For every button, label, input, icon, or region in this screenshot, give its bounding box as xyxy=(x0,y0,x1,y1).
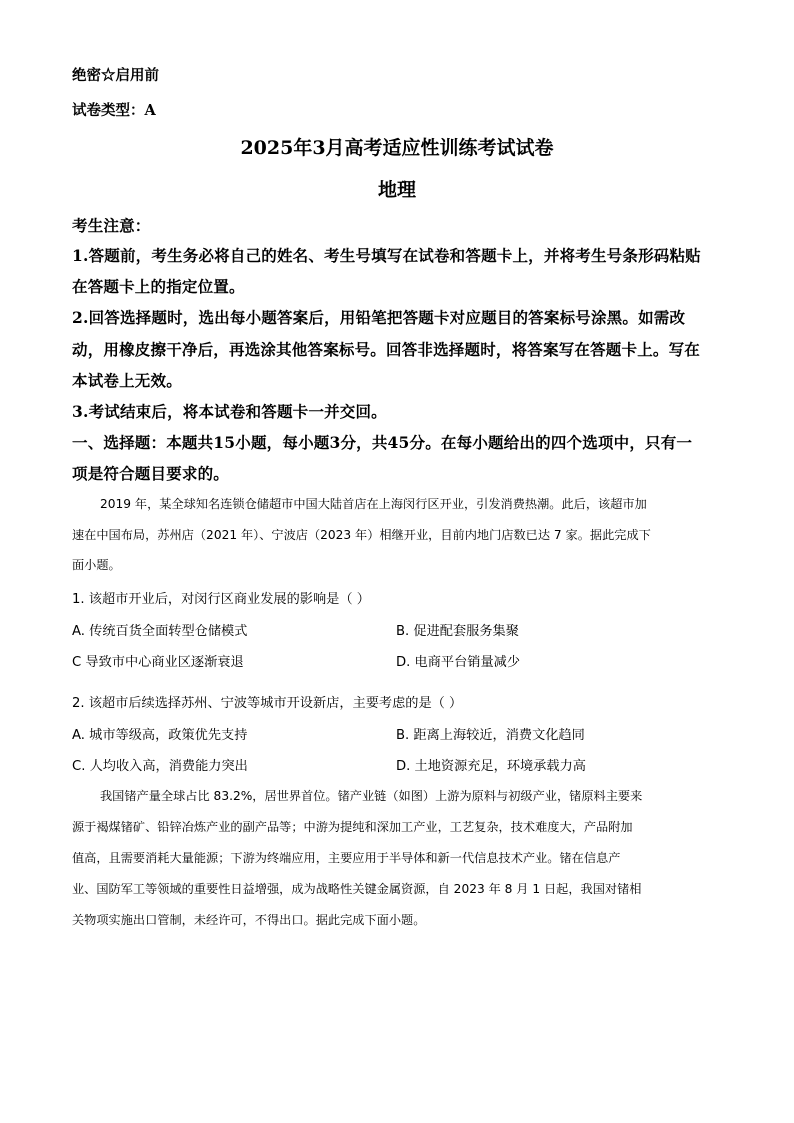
question-2-stem: 2. 该超市后续选择苏州、宁波等城市开设新店，主要考虑的是（ ） xyxy=(72,696,463,711)
section-heading: 一、选择题：本题共15小题，每小题3分，共45分。在每小题给出的四个选项中，只有一 xyxy=(72,433,693,452)
notice-line: 1.答题前，考生务必将自己的姓名、考生号填写在试卷和答题卡上，并将考生号条形码粘贴 xyxy=(72,246,701,265)
question-2-option-b[interactable]: B. 距离上海较近，消费文化趋同 xyxy=(396,728,585,743)
notice-line: 在答题卡上的指定位置。 xyxy=(72,277,245,296)
section-heading-cont: 项是符合题目要求的。 xyxy=(72,464,230,483)
notice-heading: 考生注意： xyxy=(72,216,151,235)
question-1-option-a[interactable]: A. 传统百货全面转型仓储模式 xyxy=(72,624,248,639)
paper-type-label: 试卷类型：A xyxy=(72,102,156,119)
notice-line: 3.考试结束后，将本试卷和答题卡一并交回。 xyxy=(72,402,387,421)
subject-title: 地理 xyxy=(377,179,416,201)
passage-line: 面小题。 xyxy=(72,558,121,572)
confidential-label: 绝密☆启用前 xyxy=(72,67,159,84)
passage-line: 2019 年，某全球知名连锁仓储超市中国大陆首店在上海闵行区开业，引发消费热潮。此后，该超市加 xyxy=(100,497,647,511)
question-2-option-d[interactable]: D. 土地资源充足，环境承载力高 xyxy=(396,759,586,774)
passage-line: 速在中国布局，苏州店（2021 年）、宁波店（2023 年）相继开业，目前内地门店数已达 7 家。据此完成下 xyxy=(72,528,651,542)
question-1-option-b[interactable]: B. 促进配套服务集聚 xyxy=(396,624,519,639)
question-2-option-a[interactable]: A. 城市等级高，政策优先支持 xyxy=(72,728,248,743)
question-1-option-d[interactable]: D. 电商平台销量减少 xyxy=(396,655,521,670)
passage-line: 值高，且需要消耗大量能源；下游为终端应用，主要应用于半导体和新一代信息技术产业。锗在信息产 xyxy=(72,851,621,865)
question-1-stem: 1. 该超市开业后，对闵行区商业发展的影响是（ ） xyxy=(72,592,370,607)
notice-line: 2.回答选择题时，选出每小题答案后，用铅笔把答题卡对应题目的答案标号涂黑。如需改 xyxy=(72,308,686,327)
notice-line: 动，用橡皮擦干净后，再选涂其他答案标号。回答非选择题时，将答案写在答题卡上。写在 xyxy=(72,340,701,359)
notice-line: 本试卷上无效。 xyxy=(72,371,182,390)
exam-title: 2025年3月高考适应性训练考试试卷 xyxy=(240,137,554,159)
passage-line: 我国锗产量全球占比 83.2%，居世界首位。锗产业链（如图）上游为原料与初级产业，锗原料主要来 xyxy=(100,789,643,803)
question-2-option-c[interactable]: C. 人均收入高，消费能力突出 xyxy=(72,759,248,774)
question-1-option-c[interactable]: C 导致市中心商业区逐渐衰退 xyxy=(72,655,244,670)
passage-line: 关物项实施出口管制，未经许可，不得出口。据此完成下面小题。 xyxy=(72,913,426,927)
passage-line: 业、国防军工等领域的重要性日益增强，成为战略性关键金属资源，自 2023 年 8 月 1 日起，我国对锗相 xyxy=(72,882,642,896)
passage-line: 源于褐煤锗矿、铅锌冶炼产业的副产品等；中游为提纯和深加工产业，工艺复杂，技术难度大，产品附加 xyxy=(72,820,633,834)
